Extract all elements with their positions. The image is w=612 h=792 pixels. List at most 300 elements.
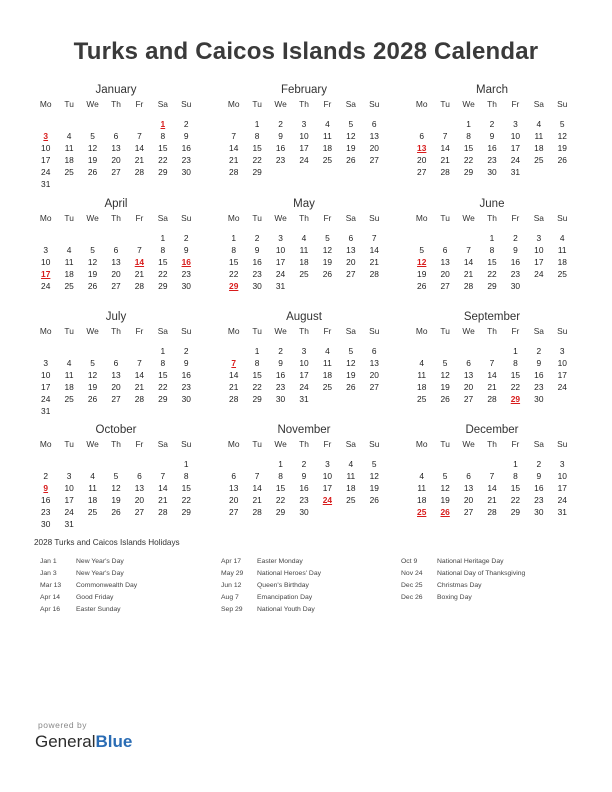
- week-row: [34, 280, 198, 292]
- day-cell: 30: [534, 394, 544, 404]
- empty-day-cell: [316, 393, 339, 405]
- empty-day-cell: [339, 166, 362, 178]
- day-cell: 28: [440, 167, 450, 177]
- week-row: [34, 154, 198, 166]
- day-cell: 1: [160, 233, 166, 243]
- holiday-row: [401, 582, 525, 594]
- weekday-label: We: [86, 213, 99, 223]
- day-cell: 20: [463, 495, 474, 505]
- month-name: December: [465, 424, 519, 436]
- empty-day-cell: [151, 458, 174, 470]
- day-cell: 31: [275, 281, 286, 291]
- day-cell: 28: [229, 394, 239, 404]
- day-cell: 26: [87, 281, 98, 291]
- day-cell: 21: [487, 382, 497, 392]
- weekday-label: Mo: [39, 326, 52, 336]
- day-cell: 4: [66, 358, 72, 368]
- day-cell: 21: [252, 495, 262, 505]
- day-cell: 5: [348, 346, 354, 356]
- weekday-header: [34, 212, 198, 224]
- month-name: July: [105, 311, 127, 323]
- day-cell: 7: [442, 131, 448, 141]
- weekday-label: Th: [111, 99, 121, 109]
- day-cell: 4: [66, 245, 72, 255]
- weekday-header: [222, 98, 386, 110]
- day-cell: 6: [113, 358, 119, 368]
- day-cell: 15: [463, 143, 474, 153]
- day-cell: 8: [183, 471, 189, 481]
- day-cell: 24: [299, 382, 309, 392]
- day-cell: 13: [111, 370, 121, 380]
- day-cell: 15: [158, 370, 168, 380]
- day-cell: 13: [440, 257, 450, 267]
- month-march: [410, 82, 574, 178]
- week-row: [222, 458, 386, 470]
- day-cell: 21: [134, 269, 145, 279]
- day-cell: 5: [419, 245, 425, 255]
- day-cell: 2: [278, 346, 283, 356]
- day-cell: 25: [346, 495, 356, 505]
- day-cell: 9: [183, 358, 189, 368]
- day-cell: 7: [489, 358, 495, 368]
- weekday-label: Mo: [39, 99, 52, 109]
- day-cell: 1: [489, 233, 495, 243]
- day-cell: 19: [87, 269, 98, 279]
- day-cell: 22: [229, 269, 239, 279]
- day-cell: 12: [557, 131, 567, 141]
- day-cell: 22: [158, 382, 168, 392]
- day-cell: 31: [64, 519, 74, 529]
- week-row: [410, 506, 574, 518]
- brand-general: General: [35, 732, 96, 751]
- weekday-label: Tu: [440, 213, 450, 223]
- holiday-day-cell: 29: [229, 281, 239, 291]
- day-cell: 6: [419, 131, 425, 141]
- empty-day-cell: [222, 118, 245, 130]
- day-cell: 19: [557, 143, 567, 153]
- week-row: [410, 130, 574, 142]
- empty-day-cell: [480, 345, 503, 357]
- day-cell: 25: [557, 269, 567, 279]
- holiday-name: Good Friday: [76, 593, 114, 601]
- day-cell: 26: [346, 155, 356, 165]
- empty-day-cell: [433, 232, 456, 244]
- weekday-label: Sa: [345, 99, 356, 109]
- weekday-label: Sa: [345, 326, 356, 336]
- weekday-label: Fr: [511, 439, 520, 449]
- day-cell: 7: [489, 471, 495, 481]
- day-cell: 19: [87, 382, 98, 392]
- day-cell: 29: [463, 167, 474, 177]
- day-cell: 25: [64, 394, 74, 404]
- weekday-label: Su: [557, 213, 568, 223]
- empty-day-cell: [151, 178, 174, 190]
- empty-day-cell: [128, 518, 151, 530]
- day-cell: 13: [346, 245, 356, 255]
- holiday-column: [401, 558, 525, 606]
- day-cell: 2: [183, 119, 189, 129]
- day-cell: 18: [557, 257, 567, 267]
- day-cell: 5: [90, 245, 95, 255]
- holiday-date: Dec 25: [401, 581, 423, 589]
- day-cell: 1: [231, 233, 237, 243]
- day-cell: 19: [346, 143, 356, 153]
- weekday-label: Th: [111, 213, 121, 223]
- weekday-label: Su: [181, 439, 192, 449]
- day-cell: 27: [111, 167, 121, 177]
- day-cell: 6: [137, 471, 142, 481]
- day-cell: 28: [463, 281, 474, 291]
- weekday-label: Su: [181, 326, 192, 336]
- day-cell: 16: [275, 143, 286, 153]
- empty-day-cell: [480, 458, 503, 470]
- day-cell: 27: [463, 507, 474, 517]
- weekday-label: Th: [487, 326, 497, 336]
- weekday-label: Sa: [533, 213, 544, 223]
- week-row: [410, 381, 574, 393]
- day-cell: 22: [158, 155, 168, 165]
- weekday-label: We: [462, 439, 475, 449]
- holiday-row: [401, 570, 525, 582]
- empty-day-cell: [363, 280, 386, 292]
- holiday-name: Queen's Birthday: [257, 581, 309, 589]
- empty-day-cell: [245, 458, 268, 470]
- week-row: [410, 357, 574, 369]
- weekday-label: Mo: [227, 213, 240, 223]
- day-cell: 4: [301, 233, 307, 243]
- day-cell: 27: [229, 507, 239, 517]
- weekday-header: [410, 325, 574, 337]
- day-cell: 15: [229, 257, 239, 267]
- weekday-label: We: [274, 439, 287, 449]
- day-cell: 20: [369, 370, 379, 380]
- empty-day-cell: [222, 345, 245, 357]
- day-cell: 8: [160, 131, 166, 141]
- day-cell: 7: [231, 131, 237, 141]
- day-cell: 4: [325, 119, 330, 129]
- day-cell: 27: [369, 155, 379, 165]
- weekday-label: Tu: [440, 99, 450, 109]
- generalblue-logo[interactable]: [35, 732, 132, 752]
- day-cell: 5: [90, 131, 95, 141]
- day-cell: 21: [134, 382, 145, 392]
- day-cell: 15: [158, 257, 168, 267]
- day-cell: 24: [299, 155, 309, 165]
- week-row: [34, 381, 198, 393]
- day-cell: 11: [64, 143, 74, 153]
- day-cell: 11: [417, 483, 427, 493]
- day-cell: 12: [440, 370, 450, 380]
- holiday-day-cell: 1: [160, 119, 166, 129]
- weekday-label: Fr: [323, 213, 332, 223]
- weekday-label: Th: [299, 326, 309, 336]
- empty-day-cell: [57, 232, 80, 244]
- day-cell: 19: [369, 483, 379, 493]
- day-cell: 27: [369, 382, 379, 392]
- weekday-label: Th: [111, 439, 121, 449]
- holiday-row: [40, 570, 137, 582]
- week-row: [34, 482, 198, 494]
- day-cell: 27: [111, 394, 121, 404]
- day-cell: 27: [440, 281, 450, 291]
- day-cell: 15: [158, 143, 168, 153]
- week-row: [410, 280, 574, 292]
- holiday-name: Easter Sunday: [76, 605, 121, 613]
- holiday-name: Christmas Day: [437, 581, 482, 589]
- day-cell: 18: [64, 269, 74, 279]
- empty-day-cell: [104, 178, 127, 190]
- day-cell: 20: [346, 257, 356, 267]
- day-cell: 5: [113, 471, 119, 481]
- holiday-day-cell: 26: [440, 507, 450, 517]
- day-cell: 4: [419, 471, 425, 481]
- day-cell: 8: [278, 471, 283, 481]
- day-cell: 9: [278, 131, 283, 141]
- day-cell: 30: [275, 394, 286, 404]
- empty-day-cell: [81, 178, 104, 190]
- empty-day-cell: [104, 118, 127, 130]
- holiday-day-cell: 3: [43, 131, 49, 141]
- week-row: [410, 166, 574, 178]
- holiday-name: National Heroes' Day: [257, 569, 322, 577]
- day-cell: 12: [322, 245, 333, 255]
- empty-day-cell: [128, 458, 151, 470]
- day-cell: 15: [252, 143, 262, 153]
- week-row: [34, 393, 198, 405]
- day-cell: 21: [369, 257, 379, 267]
- day-cell: 10: [41, 257, 51, 267]
- day-cell: 15: [275, 483, 286, 493]
- day-cell: 25: [299, 269, 309, 279]
- holiday-date: Jun 12: [221, 581, 242, 589]
- day-cell: 7: [254, 471, 260, 481]
- brand-blue: Blue: [95, 732, 133, 751]
- month-december: [410, 422, 574, 518]
- day-cell: 23: [181, 382, 191, 392]
- week-row: [410, 345, 574, 357]
- day-cell: 27: [111, 281, 121, 291]
- day-cell: 12: [87, 370, 98, 380]
- weekday-label: Sa: [533, 99, 544, 109]
- day-cell: 22: [510, 382, 521, 392]
- day-cell: 29: [158, 394, 168, 404]
- week-row: [410, 232, 574, 244]
- week-row: [222, 118, 386, 130]
- day-cell: 20: [463, 382, 474, 392]
- day-cell: 14: [158, 483, 168, 493]
- weekday-label: Sa: [533, 326, 544, 336]
- day-cell: 10: [299, 358, 309, 368]
- day-cell: 20: [111, 269, 121, 279]
- day-cell: 3: [559, 459, 565, 469]
- day-cell: 26: [111, 507, 121, 517]
- empty-day-cell: [269, 166, 292, 178]
- day-cell: 26: [322, 269, 333, 279]
- empty-day-cell: [527, 280, 550, 292]
- day-cell: 3: [513, 119, 518, 129]
- day-cell: 27: [463, 394, 474, 404]
- day-cell: 12: [87, 143, 98, 153]
- holiday-row: [40, 558, 137, 570]
- week-row: [222, 280, 386, 292]
- month-name: February: [280, 84, 328, 96]
- empty-day-cell: [339, 280, 362, 292]
- day-cell: 10: [64, 483, 74, 493]
- empty-day-cell: [81, 232, 104, 244]
- day-cell: 19: [87, 155, 98, 165]
- day-cell: 8: [160, 245, 166, 255]
- day-cell: 23: [41, 507, 51, 517]
- empty-day-cell: [433, 345, 456, 357]
- weekday-header: [222, 438, 386, 450]
- week-row: [222, 494, 386, 506]
- holidays-heading: 2028 Turks and Caicos Islands Holidays: [34, 538, 180, 547]
- week-row: [410, 118, 574, 130]
- day-cell: 13: [229, 483, 239, 493]
- week-row: [410, 393, 574, 405]
- day-cell: 30: [181, 167, 191, 177]
- week-row: [222, 166, 386, 178]
- day-cell: 29: [510, 507, 521, 517]
- day-cell: 16: [275, 370, 286, 380]
- week-row: [34, 518, 198, 530]
- month-name: October: [95, 424, 137, 436]
- day-cell: 28: [487, 394, 497, 404]
- week-row: [410, 142, 574, 154]
- holiday-day-cell: 24: [322, 495, 333, 505]
- day-cell: 4: [536, 119, 542, 129]
- day-cell: 19: [111, 495, 121, 505]
- holiday-row: [221, 570, 321, 582]
- empty-day-cell: [433, 458, 456, 470]
- weekday-header: [410, 438, 574, 450]
- weekday-label: Mo: [227, 439, 240, 449]
- day-cell: 24: [64, 507, 74, 517]
- day-cell: 3: [278, 233, 283, 243]
- day-cell: 10: [275, 245, 286, 255]
- day-cell: 31: [299, 394, 309, 404]
- day-cell: 29: [181, 507, 191, 517]
- day-cell: 20: [369, 143, 379, 153]
- empty-day-cell: [410, 118, 433, 130]
- weekday-label: Mo: [415, 439, 428, 449]
- week-row: [222, 393, 386, 405]
- day-cell: 8: [254, 131, 260, 141]
- day-cell: 29: [158, 167, 168, 177]
- day-cell: 22: [181, 495, 191, 505]
- day-cell: 16: [487, 143, 497, 153]
- weekday-label: We: [462, 213, 475, 223]
- day-cell: 1: [254, 346, 260, 356]
- day-cell: 11: [346, 471, 356, 481]
- day-cell: 14: [134, 370, 145, 380]
- day-cell: 22: [463, 155, 474, 165]
- day-cell: 18: [299, 257, 309, 267]
- weekday-label: We: [274, 213, 287, 223]
- weekday-label: Sa: [157, 439, 168, 449]
- day-cell: 20: [229, 495, 239, 505]
- empty-day-cell: [316, 506, 339, 518]
- day-cell: 17: [41, 155, 51, 165]
- empty-day-cell: [128, 178, 151, 190]
- holiday-date: Apr 16: [40, 605, 61, 613]
- empty-day-cell: [57, 345, 80, 357]
- holiday-date: Nov 24: [401, 569, 423, 577]
- weekday-header: [410, 98, 574, 110]
- holiday-day-cell: 25: [417, 507, 427, 517]
- weekday-label: Fr: [135, 213, 144, 223]
- day-cell: 15: [252, 370, 262, 380]
- day-cell: 26: [440, 394, 450, 404]
- month-july: [34, 309, 198, 417]
- weekday-label: Th: [487, 213, 497, 223]
- holiday-day-cell: 17: [41, 269, 51, 279]
- empty-day-cell: [433, 118, 456, 130]
- day-cell: 10: [534, 245, 544, 255]
- weekday-header: [410, 212, 574, 224]
- weekday-label: Fr: [323, 326, 332, 336]
- day-cell: 13: [134, 483, 145, 493]
- weekday-label: Fr: [135, 99, 144, 109]
- day-cell: 9: [489, 131, 495, 141]
- day-cell: 26: [557, 155, 567, 165]
- week-row: [34, 345, 198, 357]
- week-row: [222, 470, 386, 482]
- holiday-row: [40, 594, 137, 606]
- month-name: January: [95, 84, 137, 96]
- day-cell: 14: [134, 143, 145, 153]
- empty-day-cell: [363, 506, 386, 518]
- week-row: [222, 506, 386, 518]
- weekday-label: Mo: [39, 439, 52, 449]
- week-row: [34, 357, 198, 369]
- day-cell: 2: [536, 346, 542, 356]
- week-row: [222, 482, 386, 494]
- weekday-label: We: [462, 99, 475, 109]
- day-cell: 29: [487, 281, 497, 291]
- month-name: June: [479, 198, 505, 210]
- day-cell: 18: [534, 143, 544, 153]
- holiday-day-cell: 12: [417, 257, 427, 267]
- holiday-name: New Year's Day: [76, 569, 124, 577]
- day-cell: 25: [87, 507, 98, 517]
- empty-day-cell: [457, 232, 480, 244]
- holiday-date: Sep 29: [221, 605, 243, 613]
- day-cell: 21: [463, 269, 474, 279]
- day-cell: 17: [41, 382, 51, 392]
- day-cell: 18: [346, 483, 356, 493]
- day-cell: 28: [487, 507, 497, 517]
- day-cell: 18: [417, 382, 427, 392]
- day-cell: 24: [557, 382, 567, 392]
- day-cell: 24: [510, 155, 521, 165]
- empty-day-cell: [339, 393, 362, 405]
- week-row: [34, 494, 198, 506]
- weekday-label: Su: [369, 99, 380, 109]
- week-row: [222, 381, 386, 393]
- day-cell: 19: [322, 257, 333, 267]
- empty-day-cell: [57, 178, 80, 190]
- day-cell: 28: [229, 167, 239, 177]
- empty-day-cell: [410, 232, 433, 244]
- day-cell: 2: [489, 119, 495, 129]
- day-cell: 22: [252, 382, 262, 392]
- day-cell: 30: [41, 519, 51, 529]
- day-cell: 11: [88, 483, 97, 493]
- day-cell: 12: [87, 257, 98, 267]
- day-cell: 18: [417, 495, 427, 505]
- week-row: [410, 494, 574, 506]
